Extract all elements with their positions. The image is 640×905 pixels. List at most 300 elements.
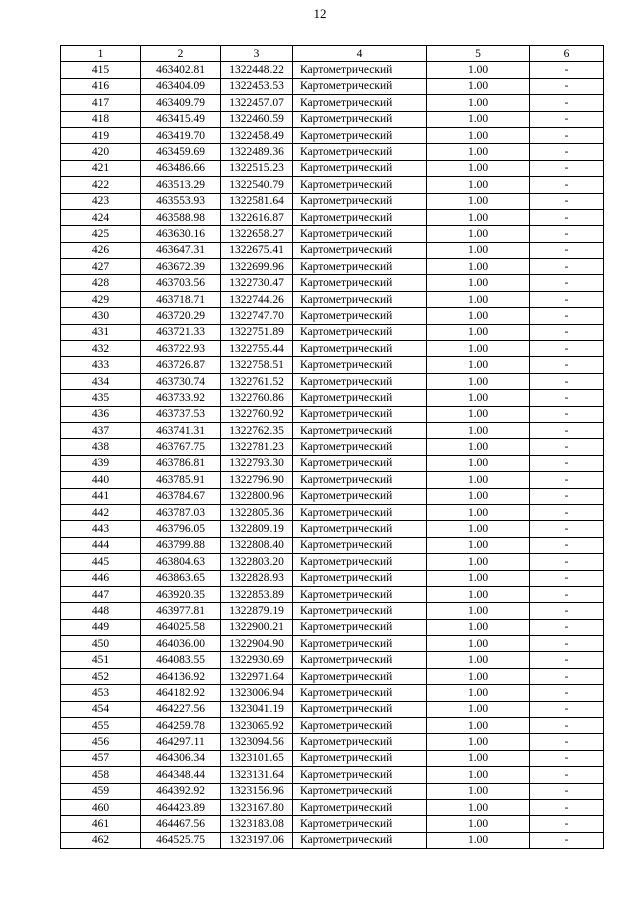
x-coordinate-cell: 463977.81 bbox=[141, 603, 221, 619]
note-cell: - bbox=[530, 750, 604, 766]
x-coordinate-cell: 463787.03 bbox=[141, 504, 221, 520]
y-coordinate-cell: 1322900.21 bbox=[221, 619, 293, 635]
note-cell: - bbox=[530, 783, 604, 799]
table-row bbox=[61, 668, 604, 684]
note-cell: - bbox=[530, 373, 604, 389]
y-coordinate-cell: 1322805.36 bbox=[221, 504, 293, 520]
x-coordinate-cell: 463741.31 bbox=[141, 422, 221, 438]
method-cell: Картометрический bbox=[293, 783, 427, 799]
y-coordinate-cell: 1322809.19 bbox=[221, 521, 293, 537]
point-number-cell: 460 bbox=[61, 799, 141, 815]
table-row bbox=[61, 472, 604, 488]
point-number-cell: 458 bbox=[61, 767, 141, 783]
note-cell: - bbox=[530, 619, 604, 635]
note-cell: - bbox=[530, 455, 604, 471]
method-cell: Картометрический bbox=[293, 750, 427, 766]
header-cell-3: 3 bbox=[221, 46, 293, 62]
accuracy-cell: 1.00 bbox=[427, 521, 530, 537]
point-number-cell: 452 bbox=[61, 668, 141, 684]
point-number-cell: 430 bbox=[61, 308, 141, 324]
note-cell: - bbox=[530, 127, 604, 143]
y-coordinate-cell: 1322761.52 bbox=[221, 373, 293, 389]
point-number-cell: 428 bbox=[61, 275, 141, 291]
point-number-cell: 446 bbox=[61, 570, 141, 586]
accuracy-cell: 1.00 bbox=[427, 783, 530, 799]
y-coordinate-cell: 1322747.70 bbox=[221, 308, 293, 324]
point-number-cell: 416 bbox=[61, 78, 141, 94]
table-row bbox=[61, 488, 604, 504]
x-coordinate-cell: 463703.56 bbox=[141, 275, 221, 291]
method-cell: Картометрический bbox=[293, 504, 427, 520]
note-cell: - bbox=[530, 521, 604, 537]
y-coordinate-cell: 1322760.92 bbox=[221, 406, 293, 422]
table-row bbox=[61, 177, 604, 193]
accuracy-cell: 1.00 bbox=[427, 209, 530, 225]
point-number-cell: 436 bbox=[61, 406, 141, 422]
point-number-cell: 432 bbox=[61, 341, 141, 357]
x-coordinate-cell: 463513.29 bbox=[141, 177, 221, 193]
table-row bbox=[61, 242, 604, 258]
point-number-cell: 418 bbox=[61, 111, 141, 127]
point-number-cell: 443 bbox=[61, 521, 141, 537]
x-coordinate-cell: 463459.69 bbox=[141, 144, 221, 160]
x-coordinate-cell: 463409.79 bbox=[141, 95, 221, 111]
accuracy-cell: 1.00 bbox=[427, 750, 530, 766]
x-coordinate-cell: 463737.53 bbox=[141, 406, 221, 422]
y-coordinate-cell: 1322930.69 bbox=[221, 652, 293, 668]
y-coordinate-cell: 1322781.23 bbox=[221, 439, 293, 455]
y-coordinate-cell: 1323065.92 bbox=[221, 718, 293, 734]
header-cell-1: 1 bbox=[61, 46, 141, 62]
y-coordinate-cell: 1322760.86 bbox=[221, 390, 293, 406]
x-coordinate-cell: 464348.44 bbox=[141, 767, 221, 783]
method-cell: Картометрический bbox=[293, 308, 427, 324]
accuracy-cell: 1.00 bbox=[427, 95, 530, 111]
method-cell: Картометрический bbox=[293, 242, 427, 258]
point-number-cell: 439 bbox=[61, 455, 141, 471]
table-row bbox=[61, 750, 604, 766]
note-cell: - bbox=[530, 472, 604, 488]
x-coordinate-cell: 464297.11 bbox=[141, 734, 221, 750]
accuracy-cell: 1.00 bbox=[427, 603, 530, 619]
accuracy-cell: 1.00 bbox=[427, 455, 530, 471]
method-cell: Картометрический bbox=[293, 373, 427, 389]
y-coordinate-cell: 1322540.79 bbox=[221, 177, 293, 193]
method-cell: Картометрический bbox=[293, 832, 427, 848]
table-row bbox=[61, 291, 604, 307]
table-row bbox=[61, 439, 604, 455]
point-number-cell: 424 bbox=[61, 209, 141, 225]
x-coordinate-cell: 463630.16 bbox=[141, 226, 221, 242]
note-cell: - bbox=[530, 78, 604, 94]
point-number-cell: 434 bbox=[61, 373, 141, 389]
method-cell: Картометрический bbox=[293, 275, 427, 291]
y-coordinate-cell: 1322453.53 bbox=[221, 78, 293, 94]
point-number-cell: 427 bbox=[61, 259, 141, 275]
point-number-cell: 451 bbox=[61, 652, 141, 668]
point-number-cell: 456 bbox=[61, 734, 141, 750]
point-number-cell: 433 bbox=[61, 357, 141, 373]
method-cell: Картометрический bbox=[293, 521, 427, 537]
y-coordinate-cell: 1322448.22 bbox=[221, 62, 293, 78]
point-number-cell: 448 bbox=[61, 603, 141, 619]
note-cell: - bbox=[530, 341, 604, 357]
table-row bbox=[61, 816, 604, 832]
x-coordinate-cell: 463419.70 bbox=[141, 127, 221, 143]
note-cell: - bbox=[530, 554, 604, 570]
method-cell: Картометрический bbox=[293, 603, 427, 619]
accuracy-cell: 1.00 bbox=[427, 439, 530, 455]
y-coordinate-cell: 1322489.36 bbox=[221, 144, 293, 160]
header-cell-4: 4 bbox=[293, 46, 427, 62]
point-number-cell: 444 bbox=[61, 537, 141, 553]
table-row bbox=[61, 308, 604, 324]
note-cell: - bbox=[530, 734, 604, 750]
note-cell: - bbox=[530, 816, 604, 832]
y-coordinate-cell: 1322904.90 bbox=[221, 636, 293, 652]
page-number: 12 bbox=[313, 6, 327, 21]
y-coordinate-cell: 1322793.30 bbox=[221, 455, 293, 471]
table-row bbox=[61, 95, 604, 111]
method-cell: Картометрический bbox=[293, 439, 427, 455]
table-row bbox=[61, 734, 604, 750]
x-coordinate-cell: 463799.88 bbox=[141, 537, 221, 553]
x-coordinate-cell: 463784.67 bbox=[141, 488, 221, 504]
method-cell: Картометрический bbox=[293, 554, 427, 570]
method-cell: Картометрический bbox=[293, 570, 427, 586]
accuracy-cell: 1.00 bbox=[427, 259, 530, 275]
x-coordinate-cell: 463726.87 bbox=[141, 357, 221, 373]
x-coordinate-cell: 463718.71 bbox=[141, 291, 221, 307]
table-row bbox=[61, 832, 604, 848]
x-coordinate-cell: 463785.91 bbox=[141, 472, 221, 488]
table-row bbox=[61, 259, 604, 275]
table-row bbox=[61, 570, 604, 586]
accuracy-cell: 1.00 bbox=[427, 308, 530, 324]
accuracy-cell: 1.00 bbox=[427, 390, 530, 406]
table-row bbox=[61, 209, 604, 225]
x-coordinate-cell: 464392.92 bbox=[141, 783, 221, 799]
y-coordinate-cell: 1322515.23 bbox=[221, 160, 293, 176]
table-row bbox=[61, 275, 604, 291]
method-cell: Картометрический bbox=[293, 422, 427, 438]
point-number-cell: 441 bbox=[61, 488, 141, 504]
accuracy-cell: 1.00 bbox=[427, 357, 530, 373]
note-cell: - bbox=[530, 406, 604, 422]
coordinates-table bbox=[60, 45, 604, 849]
note-cell: - bbox=[530, 685, 604, 701]
note-cell: - bbox=[530, 226, 604, 242]
x-coordinate-cell: 464227.56 bbox=[141, 701, 221, 717]
x-coordinate-cell: 463920.35 bbox=[141, 586, 221, 602]
x-coordinate-cell: 464182.92 bbox=[141, 685, 221, 701]
table-row bbox=[61, 685, 604, 701]
note-cell: - bbox=[530, 259, 604, 275]
accuracy-cell: 1.00 bbox=[427, 652, 530, 668]
accuracy-cell: 1.00 bbox=[427, 636, 530, 652]
x-coordinate-cell: 464025.58 bbox=[141, 619, 221, 635]
point-number-cell: 453 bbox=[61, 685, 141, 701]
accuracy-cell: 1.00 bbox=[427, 816, 530, 832]
y-coordinate-cell: 1322879.19 bbox=[221, 603, 293, 619]
table-row bbox=[61, 554, 604, 570]
x-coordinate-cell: 463863.65 bbox=[141, 570, 221, 586]
y-coordinate-cell: 1322808.40 bbox=[221, 537, 293, 553]
method-cell: Картометрический bbox=[293, 455, 427, 471]
y-coordinate-cell: 1322971.64 bbox=[221, 668, 293, 684]
note-cell: - bbox=[530, 177, 604, 193]
table-row bbox=[61, 504, 604, 520]
note-cell: - bbox=[530, 422, 604, 438]
method-cell: Картометрический bbox=[293, 226, 427, 242]
note-cell: - bbox=[530, 537, 604, 553]
note-cell: - bbox=[530, 504, 604, 520]
point-number-cell: 445 bbox=[61, 554, 141, 570]
table-row bbox=[61, 619, 604, 635]
point-number-cell: 447 bbox=[61, 586, 141, 602]
accuracy-cell: 1.00 bbox=[427, 504, 530, 520]
table-row bbox=[61, 193, 604, 209]
y-coordinate-cell: 1322730.47 bbox=[221, 275, 293, 291]
x-coordinate-cell: 463553.93 bbox=[141, 193, 221, 209]
table-row bbox=[61, 357, 604, 373]
x-coordinate-cell: 463804.63 bbox=[141, 554, 221, 570]
method-cell: Картометрический bbox=[293, 406, 427, 422]
method-cell: Картометрический bbox=[293, 619, 427, 635]
note-cell: - bbox=[530, 62, 604, 78]
x-coordinate-cell: 463767.75 bbox=[141, 439, 221, 455]
note-cell: - bbox=[530, 767, 604, 783]
y-coordinate-cell: 1322751.89 bbox=[221, 324, 293, 340]
note-cell: - bbox=[530, 357, 604, 373]
y-coordinate-cell: 1322803.20 bbox=[221, 554, 293, 570]
accuracy-cell: 1.00 bbox=[427, 472, 530, 488]
note-cell: - bbox=[530, 160, 604, 176]
table-row bbox=[61, 799, 604, 815]
method-cell: Картометрический bbox=[293, 177, 427, 193]
method-cell: Картометрический bbox=[293, 668, 427, 684]
point-number-cell: 461 bbox=[61, 816, 141, 832]
note-cell: - bbox=[530, 193, 604, 209]
accuracy-cell: 1.00 bbox=[427, 78, 530, 94]
y-coordinate-cell: 1322762.35 bbox=[221, 422, 293, 438]
point-number-cell: 425 bbox=[61, 226, 141, 242]
y-coordinate-cell: 1322581.64 bbox=[221, 193, 293, 209]
x-coordinate-cell: 463796.05 bbox=[141, 521, 221, 537]
accuracy-cell: 1.00 bbox=[427, 62, 530, 78]
y-coordinate-cell: 1322758.51 bbox=[221, 357, 293, 373]
y-coordinate-cell: 1323041.19 bbox=[221, 701, 293, 717]
note-cell: - bbox=[530, 832, 604, 848]
y-coordinate-cell: 1323183.08 bbox=[221, 816, 293, 832]
method-cell: Картометрический bbox=[293, 816, 427, 832]
method-cell: Картометрический bbox=[293, 291, 427, 307]
x-coordinate-cell: 463647.31 bbox=[141, 242, 221, 258]
note-cell: - bbox=[530, 275, 604, 291]
note-cell: - bbox=[530, 324, 604, 340]
note-cell: - bbox=[530, 390, 604, 406]
x-coordinate-cell: 463402.81 bbox=[141, 62, 221, 78]
method-cell: Картометрический bbox=[293, 652, 427, 668]
x-coordinate-cell: 463722.93 bbox=[141, 341, 221, 357]
x-coordinate-cell: 463588.98 bbox=[141, 209, 221, 225]
point-number-cell: 440 bbox=[61, 472, 141, 488]
point-number-cell: 459 bbox=[61, 783, 141, 799]
y-coordinate-cell: 1322800.96 bbox=[221, 488, 293, 504]
accuracy-cell: 1.00 bbox=[427, 341, 530, 357]
x-coordinate-cell: 464525.75 bbox=[141, 832, 221, 848]
header-cell-6: 6 bbox=[530, 46, 604, 62]
accuracy-cell: 1.00 bbox=[427, 324, 530, 340]
accuracy-cell: 1.00 bbox=[427, 586, 530, 602]
method-cell: Картометрический bbox=[293, 78, 427, 94]
table-row bbox=[61, 767, 604, 783]
accuracy-cell: 1.00 bbox=[427, 537, 530, 553]
table-row bbox=[61, 144, 604, 160]
point-number-cell: 435 bbox=[61, 390, 141, 406]
point-number-cell: 423 bbox=[61, 193, 141, 209]
accuracy-cell: 1.00 bbox=[427, 177, 530, 193]
table-row bbox=[61, 111, 604, 127]
x-coordinate-cell: 463415.49 bbox=[141, 111, 221, 127]
point-number-cell: 422 bbox=[61, 177, 141, 193]
point-number-cell: 421 bbox=[61, 160, 141, 176]
x-coordinate-cell: 464467.56 bbox=[141, 816, 221, 832]
note-cell: - bbox=[530, 636, 604, 652]
y-coordinate-cell: 1322744.26 bbox=[221, 291, 293, 307]
method-cell: Картометрический bbox=[293, 324, 427, 340]
method-cell: Картометрический bbox=[293, 799, 427, 815]
note-cell: - bbox=[530, 95, 604, 111]
header-cell-2: 2 bbox=[141, 46, 221, 62]
note-cell: - bbox=[530, 209, 604, 225]
note-cell: - bbox=[530, 701, 604, 717]
point-number-cell: 437 bbox=[61, 422, 141, 438]
method-cell: Картометрический bbox=[293, 586, 427, 602]
method-cell: Картометрический bbox=[293, 111, 427, 127]
method-cell: Картометрический bbox=[293, 390, 427, 406]
accuracy-cell: 1.00 bbox=[427, 832, 530, 848]
method-cell: Картометрический bbox=[293, 767, 427, 783]
method-cell: Картометрический bbox=[293, 488, 427, 504]
table-row bbox=[61, 62, 604, 78]
x-coordinate-cell: 464259.78 bbox=[141, 718, 221, 734]
accuracy-cell: 1.00 bbox=[427, 111, 530, 127]
y-coordinate-cell: 1322460.59 bbox=[221, 111, 293, 127]
point-number-cell: 426 bbox=[61, 242, 141, 258]
point-number-cell: 457 bbox=[61, 750, 141, 766]
x-coordinate-cell: 463720.29 bbox=[141, 308, 221, 324]
accuracy-cell: 1.00 bbox=[427, 488, 530, 504]
y-coordinate-cell: 1322675.41 bbox=[221, 242, 293, 258]
note-cell: - bbox=[530, 144, 604, 160]
accuracy-cell: 1.00 bbox=[427, 701, 530, 717]
note-cell: - bbox=[530, 718, 604, 734]
table-row bbox=[61, 390, 604, 406]
accuracy-cell: 1.00 bbox=[427, 570, 530, 586]
accuracy-cell: 1.00 bbox=[427, 668, 530, 684]
accuracy-cell: 1.00 bbox=[427, 685, 530, 701]
point-number-cell: 442 bbox=[61, 504, 141, 520]
method-cell: Картометрический bbox=[293, 144, 427, 160]
table-header-row bbox=[61, 46, 604, 62]
point-number-cell: 454 bbox=[61, 701, 141, 717]
accuracy-cell: 1.00 bbox=[427, 619, 530, 635]
y-coordinate-cell: 1322616.87 bbox=[221, 209, 293, 225]
x-coordinate-cell: 463672.39 bbox=[141, 259, 221, 275]
y-coordinate-cell: 1322699.96 bbox=[221, 259, 293, 275]
table-row bbox=[61, 652, 604, 668]
note-cell: - bbox=[530, 439, 604, 455]
y-coordinate-cell: 1323167.80 bbox=[221, 799, 293, 815]
accuracy-cell: 1.00 bbox=[427, 144, 530, 160]
y-coordinate-cell: 1322457.07 bbox=[221, 95, 293, 111]
note-cell: - bbox=[530, 570, 604, 586]
x-coordinate-cell: 463721.33 bbox=[141, 324, 221, 340]
point-number-cell: 420 bbox=[61, 144, 141, 160]
note-cell: - bbox=[530, 652, 604, 668]
y-coordinate-cell: 1323131.64 bbox=[221, 767, 293, 783]
method-cell: Картометрический bbox=[293, 701, 427, 717]
accuracy-cell: 1.00 bbox=[427, 275, 530, 291]
y-coordinate-cell: 1322796.90 bbox=[221, 472, 293, 488]
table-row bbox=[61, 127, 604, 143]
accuracy-cell: 1.00 bbox=[427, 554, 530, 570]
table-row bbox=[61, 636, 604, 652]
method-cell: Картометрический bbox=[293, 341, 427, 357]
point-number-cell: 462 bbox=[61, 832, 141, 848]
x-coordinate-cell: 463733.92 bbox=[141, 390, 221, 406]
method-cell: Картометрический bbox=[293, 160, 427, 176]
note-cell: - bbox=[530, 242, 604, 258]
table-row bbox=[61, 341, 604, 357]
method-cell: Картометрический bbox=[293, 95, 427, 111]
x-coordinate-cell: 463404.09 bbox=[141, 78, 221, 94]
y-coordinate-cell: 1323006.94 bbox=[221, 685, 293, 701]
x-coordinate-cell: 464306.34 bbox=[141, 750, 221, 766]
method-cell: Картометрический bbox=[293, 537, 427, 553]
accuracy-cell: 1.00 bbox=[427, 242, 530, 258]
point-number-cell: 419 bbox=[61, 127, 141, 143]
method-cell: Картометрический bbox=[293, 357, 427, 373]
x-coordinate-cell: 464083.55 bbox=[141, 652, 221, 668]
accuracy-cell: 1.00 bbox=[427, 373, 530, 389]
y-coordinate-cell: 1322828.93 bbox=[221, 570, 293, 586]
note-cell: - bbox=[530, 291, 604, 307]
accuracy-cell: 1.00 bbox=[427, 127, 530, 143]
x-coordinate-cell: 464423.89 bbox=[141, 799, 221, 815]
method-cell: Картометрический bbox=[293, 259, 427, 275]
y-coordinate-cell: 1323197.06 bbox=[221, 832, 293, 848]
table-row bbox=[61, 603, 604, 619]
accuracy-cell: 1.00 bbox=[427, 767, 530, 783]
x-coordinate-cell: 464136.92 bbox=[141, 668, 221, 684]
x-coordinate-cell: 463730.74 bbox=[141, 373, 221, 389]
note-cell: - bbox=[530, 111, 604, 127]
method-cell: Картометрический bbox=[293, 685, 427, 701]
accuracy-cell: 1.00 bbox=[427, 160, 530, 176]
x-coordinate-cell: 464036.00 bbox=[141, 636, 221, 652]
method-cell: Картометрический bbox=[293, 718, 427, 734]
y-coordinate-cell: 1322658.27 bbox=[221, 226, 293, 242]
accuracy-cell: 1.00 bbox=[427, 291, 530, 307]
y-coordinate-cell: 1322853.89 bbox=[221, 586, 293, 602]
point-number-cell: 455 bbox=[61, 718, 141, 734]
method-cell: Картометрический bbox=[293, 193, 427, 209]
point-number-cell: 429 bbox=[61, 291, 141, 307]
table-body bbox=[61, 62, 604, 849]
y-coordinate-cell: 1323101.65 bbox=[221, 750, 293, 766]
